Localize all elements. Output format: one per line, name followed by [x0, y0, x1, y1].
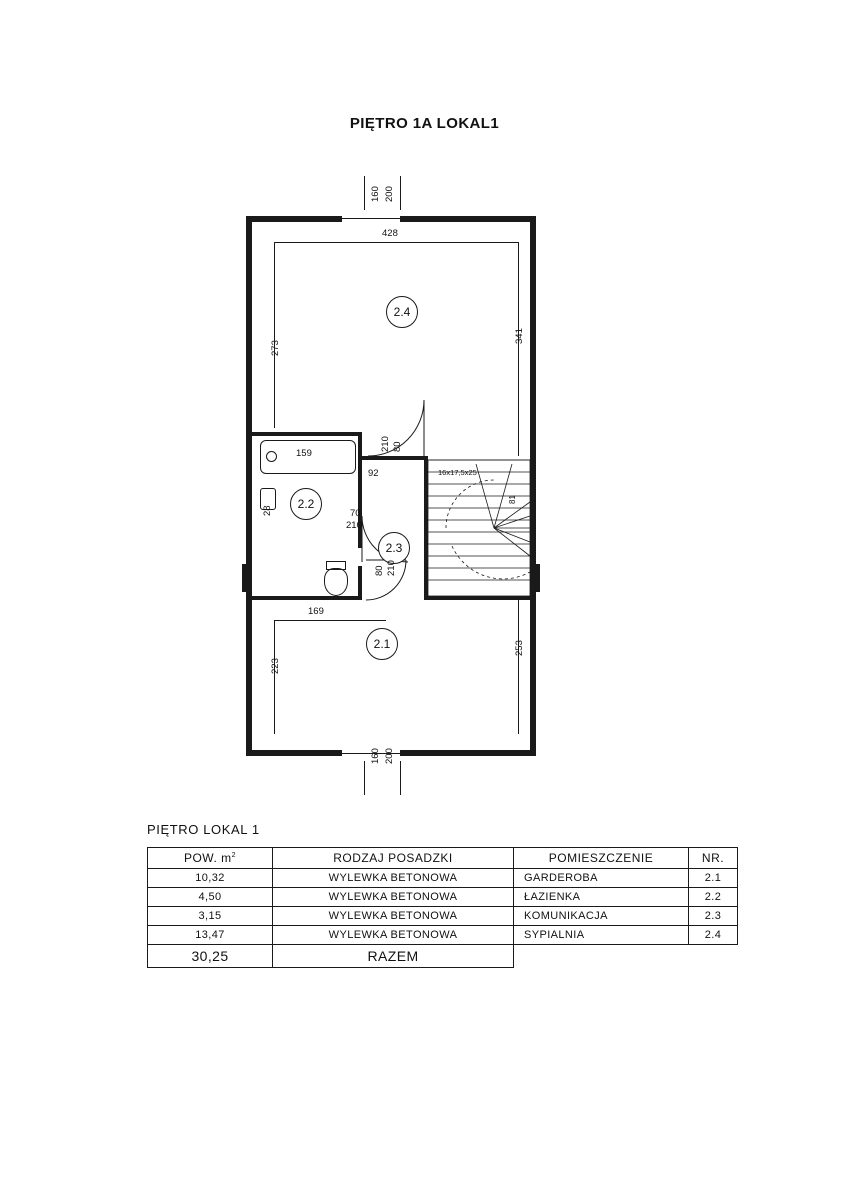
dim-bottom-window-height: 200: [384, 748, 395, 764]
header-area: POW. $m^2$: [148, 848, 273, 869]
dim-leader-3: [364, 761, 365, 795]
dim-stairs-label: 16x17,5x25: [438, 468, 477, 477]
header-nr: NR.: [689, 848, 738, 869]
dim-169: 169: [308, 606, 324, 617]
dim-door-c-w: 80: [374, 565, 385, 576]
dim-door-a-h: 80: [392, 441, 403, 452]
cell-room: GARDEROBA: [514, 869, 689, 888]
cell-floor: WYLEWKA BETONOWA: [273, 869, 514, 888]
room-tag-2-2: 2.2: [290, 488, 322, 520]
dim-428: 428: [382, 228, 398, 239]
cell-area: 10,32: [148, 869, 273, 888]
cell-total-blank2: [689, 945, 738, 968]
dim-line-253: [518, 600, 519, 734]
cell-area: 13,47: [148, 926, 273, 945]
room-legend-table: [147, 847, 738, 968]
cell-total-blank1: [514, 945, 689, 968]
table-row: [148, 869, 738, 888]
dim-line-223: [274, 620, 275, 734]
dim-341: 341: [514, 328, 525, 344]
dim-top-window-width: 160: [370, 186, 381, 202]
page-title: PIĘTRO 1A LOKAL1: [349, 115, 500, 132]
cell-nr: 2.2: [689, 888, 738, 907]
dim-leader-4: [400, 761, 401, 795]
room-tag-2-1: 2.1: [366, 628, 398, 660]
dim-top-window-height: 200: [384, 186, 395, 202]
cell-area: 4,50: [148, 888, 273, 907]
dim-door-c-h: 210: [386, 560, 397, 576]
cell-total-area: 30,25: [148, 945, 273, 968]
cell-floor: WYLEWKA BETONOWA: [273, 926, 514, 945]
cell-room: KOMUNIKACJA: [514, 907, 689, 926]
header-floor-type: RODZAJ POSADZKI: [273, 848, 514, 869]
dim-273: 273: [270, 340, 281, 356]
header-room: POMIESZCZENIE: [514, 848, 689, 869]
dim-bottom-window-width: 160: [370, 748, 381, 764]
table-header-row: [148, 848, 738, 869]
dim-leader-1: [364, 176, 365, 210]
dim-line-273: [274, 242, 275, 428]
room-tag-2-4: 2.4: [386, 296, 418, 328]
cell-total-label: RAZEM: [273, 945, 514, 968]
dim-door-b-h: 210: [346, 520, 362, 531]
table-total-row: [148, 945, 738, 968]
table-row: [148, 888, 738, 907]
dim-door-b-w: 70: [350, 508, 361, 519]
dim-stairs-side: 81: [508, 495, 517, 504]
cell-room: ŁAZIENKA: [514, 888, 689, 907]
dim-line-428: [274, 242, 518, 243]
dim-line-341: [518, 242, 519, 456]
cell-nr: 2.4: [689, 926, 738, 945]
room-tag-2-3: 2.3: [378, 532, 410, 564]
dim-line-169: [274, 620, 386, 621]
stairs-and-doors: [246, 216, 536, 756]
table-row: [148, 926, 738, 945]
cell-nr: 2.1: [689, 869, 738, 888]
dim-door-a-w: 210: [380, 436, 391, 452]
dim-223: 223: [270, 658, 281, 674]
cell-area: 3,15: [148, 907, 273, 926]
cell-nr: 2.3: [689, 907, 738, 926]
floor-plan: [246, 186, 536, 764]
dim-159: 159: [296, 448, 312, 459]
table-row: [148, 907, 738, 926]
cell-room: SYPIALNIA: [514, 926, 689, 945]
cell-floor: WYLEWKA BETONOWA: [273, 907, 514, 926]
dim-92: 92: [368, 468, 379, 479]
dim-leader-2: [400, 176, 401, 210]
cell-floor: WYLEWKA BETONOWA: [273, 888, 514, 907]
dim-253: 253: [514, 640, 525, 656]
dim-28: 28: [262, 505, 273, 516]
table-caption: PIĘTRO LOKAL 1: [147, 822, 260, 837]
